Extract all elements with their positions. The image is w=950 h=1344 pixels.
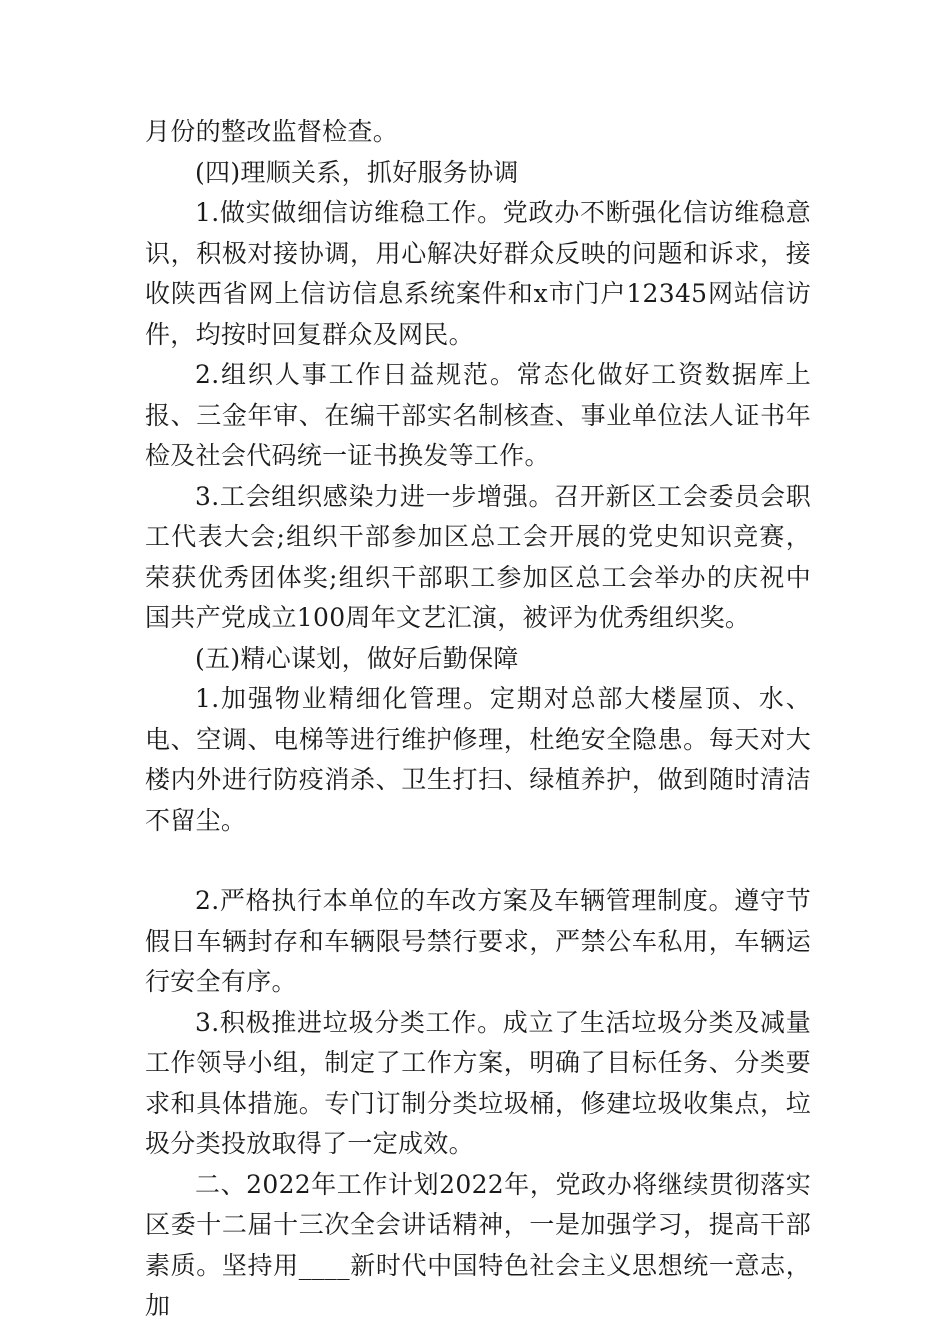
- section-heading-5: (五)精心谋划，做好后勤保障: [195, 643, 519, 673]
- document-body: [145, 112, 811, 1327]
- paragraph-vehicle-management: 2.严格执行本单位的车改方案及车辆管理制度。遵守节假日车辆封存和车辆限号禁行要求，严禁公车私用，车辆运行安全有序。: [145, 886, 811, 996]
- paragraph-property-management: 1.加强物业精细化管理。定期对总部大楼屋顶、水、电、空调、电梯等进行维护修理，杜绝安全隐患。每天对大楼内外进行防疫消杀、卫生打扫、绿植养护，做到随时清洁不留尘。: [145, 684, 811, 835]
- paragraph-petition-work: 1.做实做细信访维稳工作。党政办不断强化信访维稳意识，积极对接协调，用心解决好群众反映的问题和诉求，接收陕西省网上信访信息系统案件和x市门户12345网站信访件，均按时回复群众及网民。: [145, 198, 811, 349]
- paragraph-union-work: 3.工会组织感染力进一步增强。召开新区工会委员会职工代表大会;组织干部参加区总工会开展的党史知识竞赛，荣获优秀团体奖;组织干部职工参加区总工会举办的庆祝中国共产党成立100周年文艺汇演，被评为优秀组织奖。: [145, 481, 811, 632]
- paragraph-personnel-work: 2.组织人事工作日益规范。常态化做好工资数据库上报、三金年审、在编干部实名制核查、事业单位法人证书年检及社会代码统一证书换发等工作。: [145, 360, 811, 470]
- section-heading-4: (四)理顺关系，抓好服务协调: [195, 157, 519, 187]
- paragraph-continuation: 月份的整改监督检查。: [145, 117, 399, 146]
- paragraph-waste-sorting: 3.积极推进垃圾分类工作。成立了生活垃圾分类及减量工作领导小组，制定了工作方案，明确了目标任务、分类要求和具体措施。专门订制分类垃圾桶，修建垃圾收集点，垃圾分类投放取得了一定成效。: [145, 1007, 811, 1158]
- paragraph-2022-plan: 二、2022年工作计划2022年，党政办将继续贯彻落实区委十二届十三次全会讲话精神，一是加强学习，提高干部素质。坚持用____新时代中国特色社会主义思想统一意志，加: [145, 1169, 811, 1320]
